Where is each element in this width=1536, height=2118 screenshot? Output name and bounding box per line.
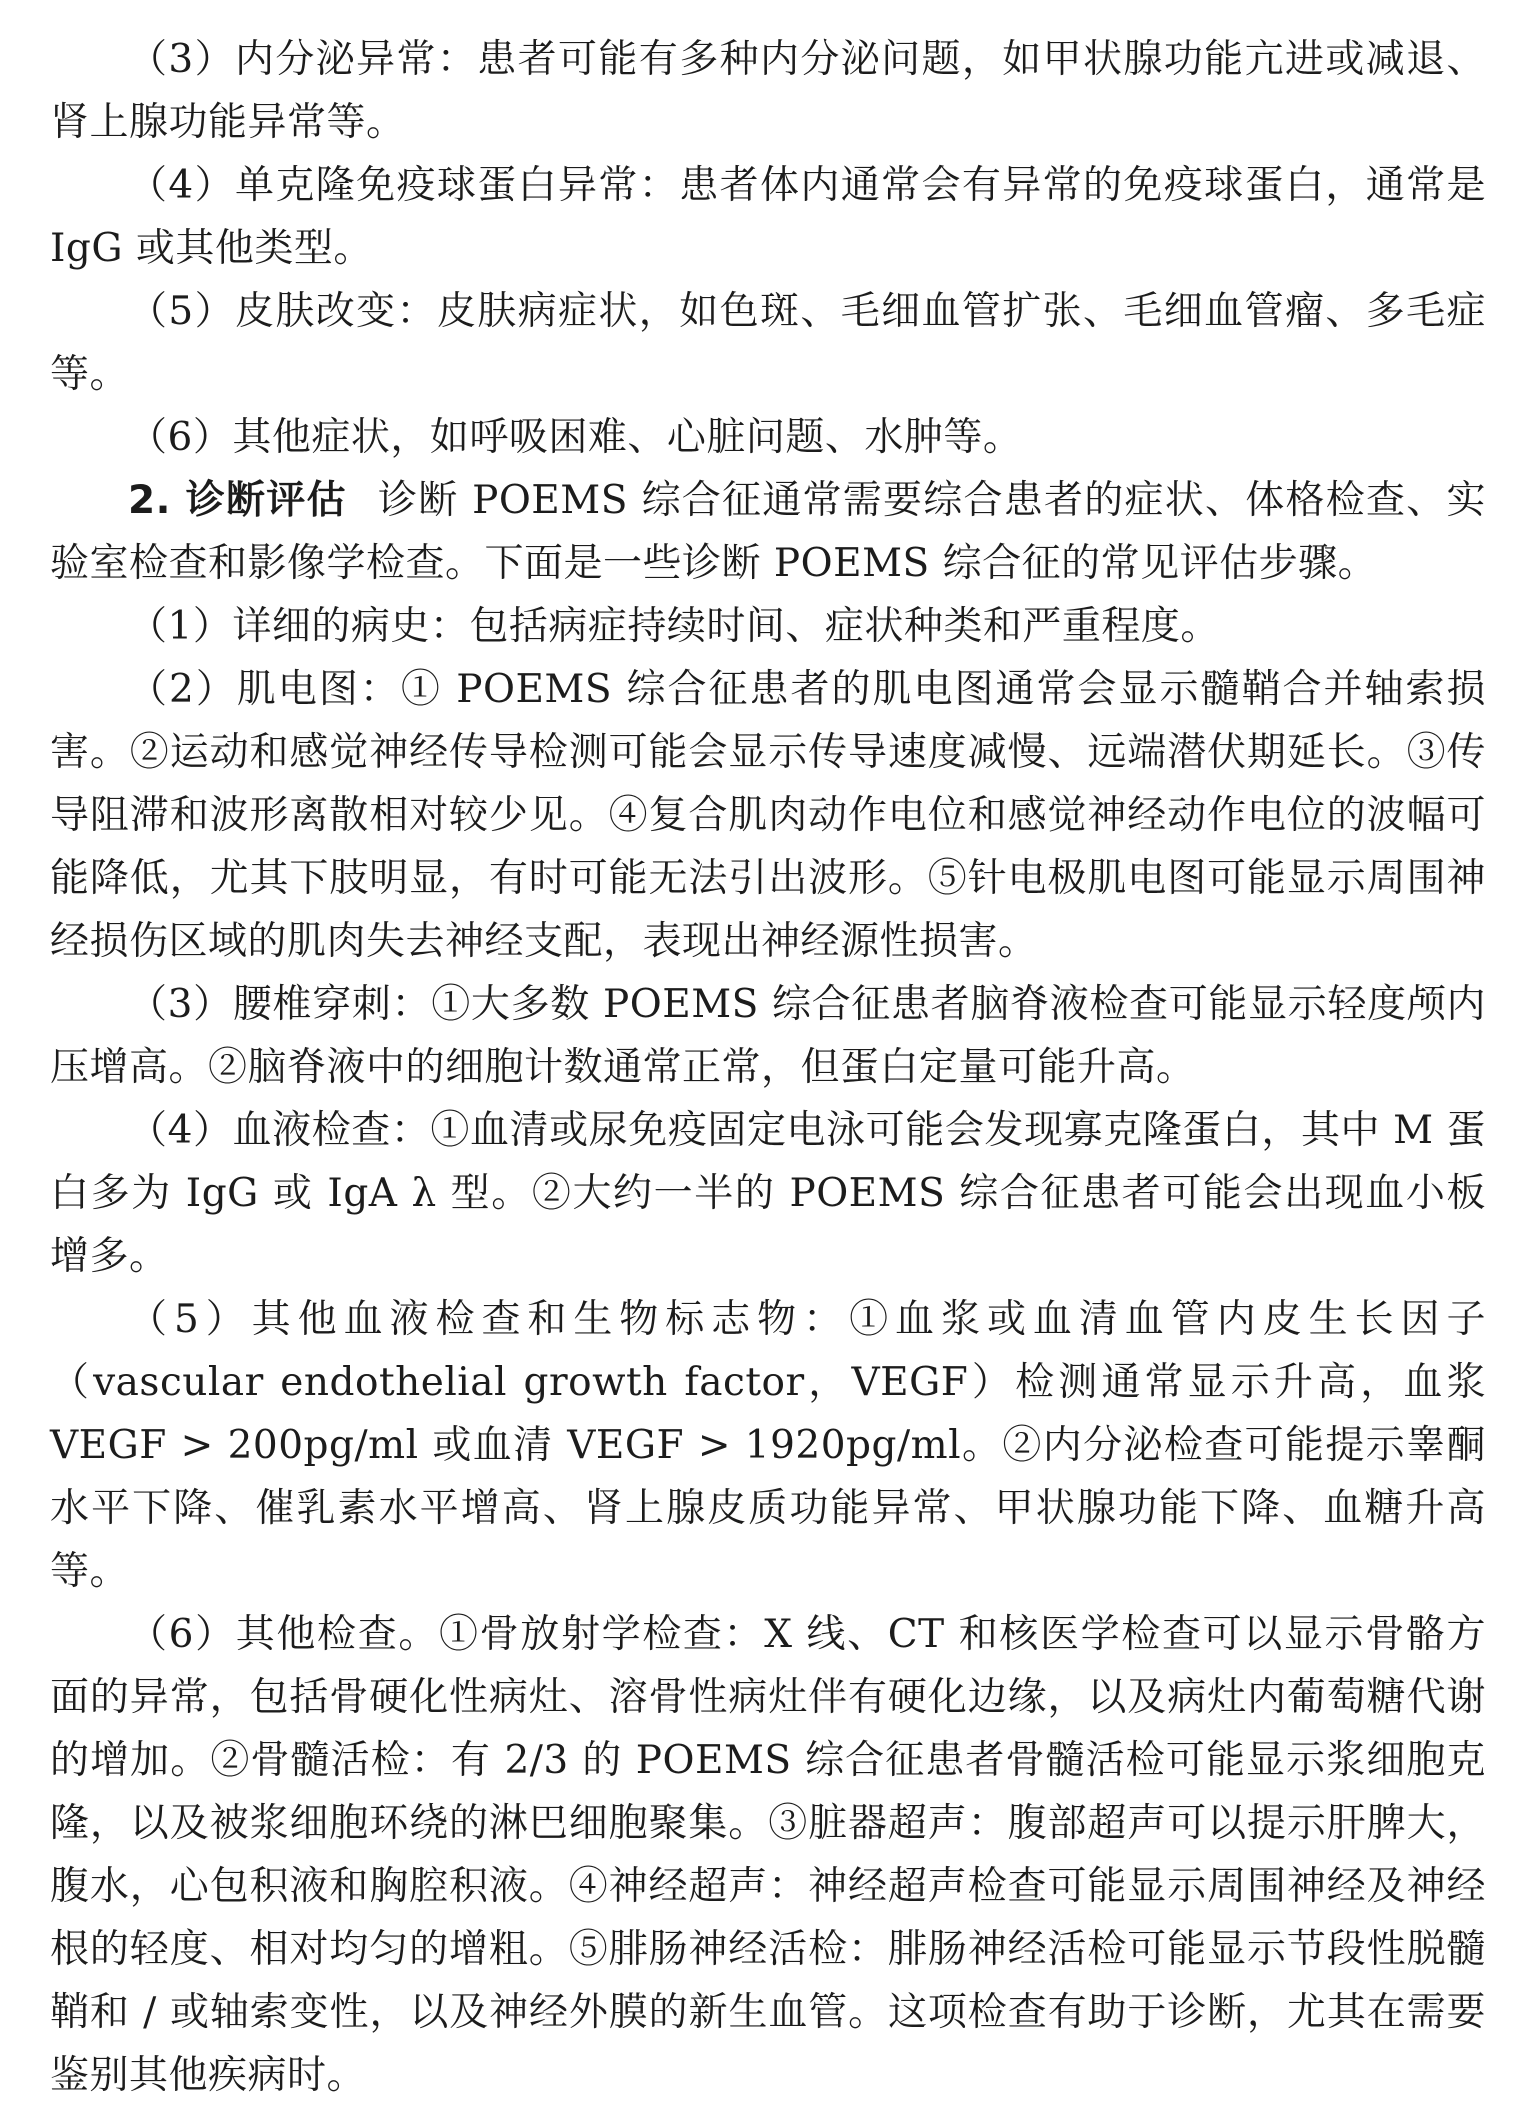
paragraph-blood-test: （4）血液检查：①血清或尿免疫固定电泳可能会发现寡克隆蛋白，其中 M 蛋白多为 IgG 或 IgA λ 型。②大约一半的 POEMS 综合征患者可能会出现血小板增多。	[50, 1108, 1486, 1279]
document-page	[50, 28, 1486, 2107]
paragraph-emg: （2）肌电图：① POEMS 综合征患者的肌电图通常会显示髓鞘合并轴索损害。②运动和感觉神经传导检测可能会显示传导速度减慢、远端潜伏期延长。③传导阻滞和波形离散相对较少见。④复合肌肉动作电位和感觉神经动作电位的波幅可能降低，尤其下肢明显，有时可能无法引出波形。⑤针电极肌电图可能显示周围神经损伤区域的肌肉失去神经支配，表现出神经源性损害。	[50, 667, 1486, 964]
paragraph-endocrine: （3）内分泌异常：患者可能有多种内分泌问题，如甲状腺功能亢进或减退、肾上腺功能异常等。	[50, 37, 1486, 145]
paragraph-biomarkers: （5）其他血液检查和生物标志物：①血浆或血清血管内皮生长因子（vascular endothelial growth factor，VEGF）检测通常显示升高，血浆 VEGF > 200pg/ml 或血清 VEGF > 1920pg/ml。②内分泌检查可能提示睾酮水平下降、催乳素水平增高、肾上腺皮质功能异常、甲状腺功能下降、血糖升高等。	[50, 1297, 1486, 1594]
paragraph-diagnosis	[50, 469, 1486, 595]
paragraph-lumbar-puncture: （3）腰椎穿刺：①大多数 POEMS 综合征患者脑脊液检查可能显示轻度颅内压增高。②脑脊液中的细胞计数通常正常，但蛋白定量可能升高。	[50, 982, 1486, 1090]
paragraph-other-exams: （6）其他检查。①骨放射学检查：X 线、CT 和核医学检查可以显示骨骼方面的异常，包括骨硬化性病灶、溶骨性病灶伴有硬化边缘，以及病灶内葡萄糖代谢的增加。②骨髓活检：有 2/3 的 POEMS 综合征患者骨髓活检可能显示浆细胞克隆，以及被浆细胞环绕的淋巴细胞聚集。③脏器超声：腹部超声可以提示肝脾大，腹水，心包积液和胸腔积液。④神经超声：神经超声检查可能显示周围神经及神经根的轻度、相对均匀的增粗。⑤腓肠神经活检：腓肠神经活检可能显示节段性脱髓鞘和 / 或轴索变性，以及神经外膜的新生血管。这项检查有助于诊断，尤其在需要鉴别其他疾病时。	[50, 1612, 1486, 2098]
paragraph-skin: （5）皮肤改变：皮肤病症状，如色斑、毛细血管扩张、毛细血管瘤、多毛症等。	[50, 289, 1486, 397]
paragraph-other-symptoms: （6）其他症状，如呼吸困难、心脏问题、水肿等。	[128, 415, 1023, 460]
paragraph-history: （1）详细的病史：包括病症持续时间、症状种类和严重程度。	[128, 604, 1220, 649]
paragraph-immunoglobulin: （4）单克隆免疫球蛋白异常：患者体内通常会有异常的免疫球蛋白，通常是 IgG 或其他类型。	[50, 163, 1486, 271]
section-heading: 2. 诊断评估	[128, 478, 347, 523]
section-intro-text: 诊断 POEMS 综合征通常需要综合患者的症状、体格检查、实验室检查和影像学检查。下面是一些诊断 POEMS 综合征的常见评估步骤。	[50, 478, 1486, 586]
